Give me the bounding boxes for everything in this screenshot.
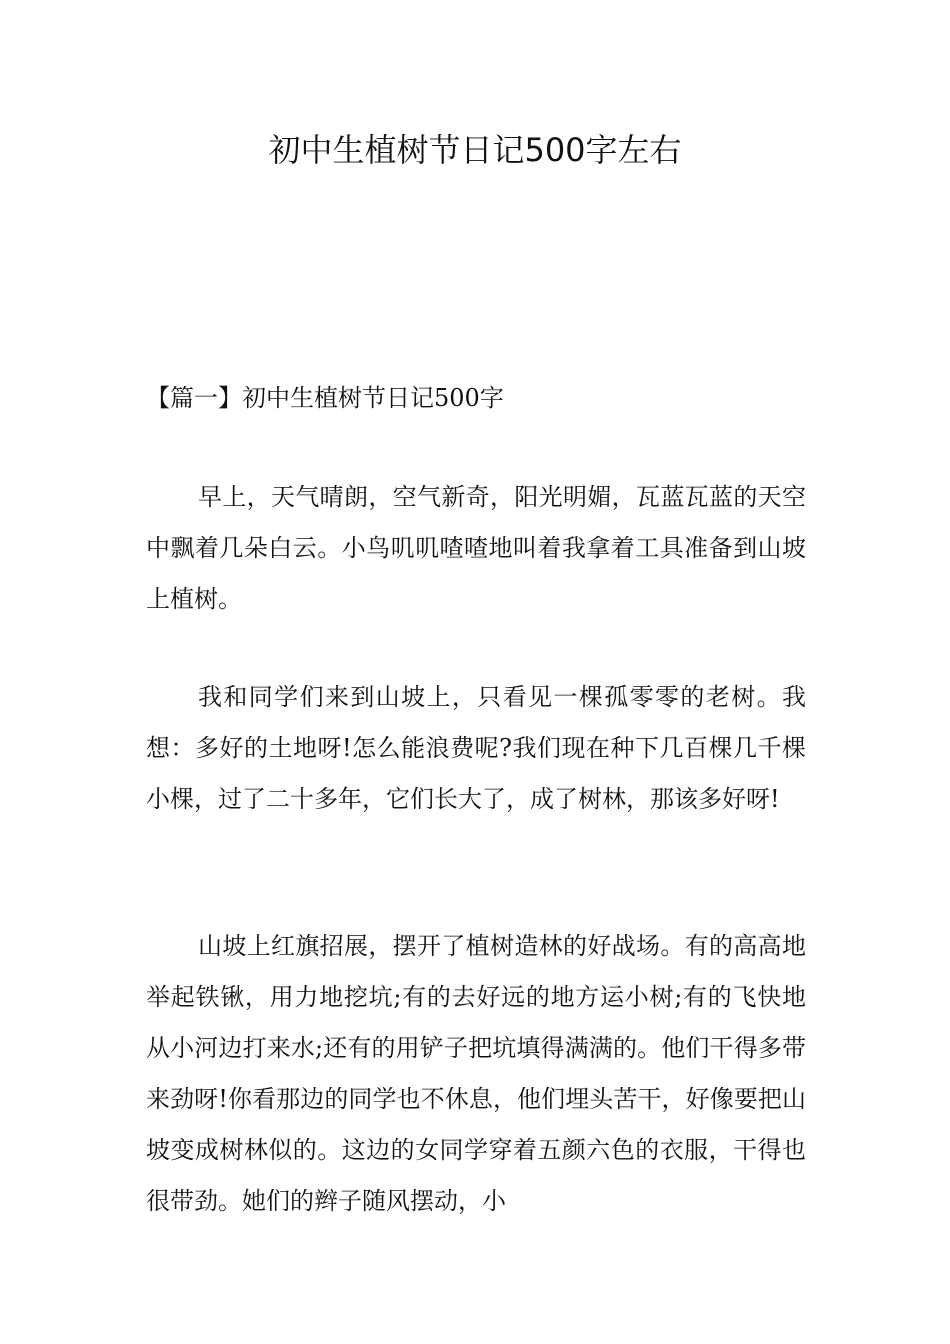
paragraph: 山坡上红旗招展，摆开了植树造林的好战场。有的高高地举起铁锹，用力地挖坑;有的去好远的地方运小树;有的飞快地从小河边打来水;还有的用铲子把坑填得满满的。他们干得多带来劲呀!你看那边的同学也不休息，他们埋头苦干，好像要把山坡变成树林似的。这边的女同学穿着五颜六色的衣服，干得也很带劲。她们的辫子随风摆动，小 xyxy=(146,932,806,1215)
paragraph: 我和同学们来到山坡上，只看见一棵孤零零的老树。我想：多好的土地呀!怎么能浪费呢?我们现在种下几百棵几千棵小棵，过了二十多年，它们长大了，成了树林，那该多好呀! xyxy=(146,683,806,813)
section-heading: 【篇一】初中生植树节日记500字 xyxy=(146,384,504,412)
paragraph: 早上，天气晴朗，空气新奇，阳光明媚，瓦蓝瓦蓝的天空中飘着几朵白云。小鸟叽叽喳喳地叫着我拿着工具准备到山坡上植树。 xyxy=(146,483,806,613)
document-title: 初中生植树节日记500字左右 xyxy=(268,131,682,169)
